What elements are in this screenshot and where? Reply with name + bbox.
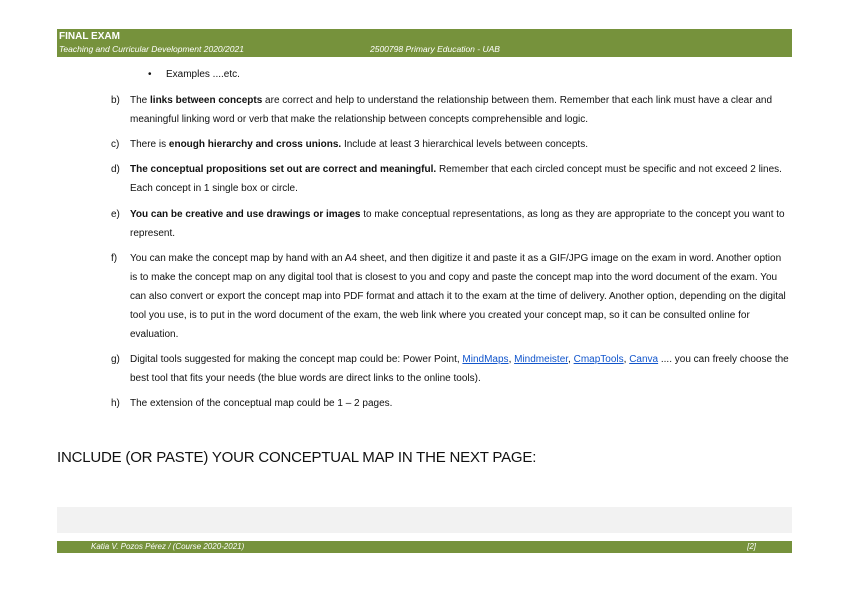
item-text: The extension of the conceptual map could be 1 – 2 pages. — [130, 398, 393, 409]
item-text — [130, 350, 790, 388]
item-text-pre: The — [130, 95, 151, 106]
item-text — [130, 91, 790, 129]
link-separator: , — [568, 354, 574, 365]
item-text-bold: links between concepts — [150, 95, 263, 106]
header-band — [57, 29, 792, 57]
item-label: b) — [111, 95, 120, 106]
item-text-post: to make conceptual representations, as long as they are appropriate to the concept you want to represent. — [130, 209, 785, 239]
item-text: You can make the concept map by hand with an A4 sheet, and then digitize it and paste it as a GIF/JPG image on the exam in word. Another option is to make the concept map on any digital tool that is closest to you and copy and paste the concept map into the word document of the exam. You can also convert or export the concept map into PDF format and attach it to the exam at the time of delivery. Another option, depending on the digital tool you use, is to put in the word document of the exam, the web link where you created your concept map, so it can be consulted online for evaluation. — [130, 253, 786, 340]
bullet-item — [148, 69, 240, 80]
link-mindmeister[interactable]: Mindmeister — [514, 354, 569, 365]
item-label: f) — [111, 253, 118, 264]
item-text-bold: enough hierarchy and cross unions. — [168, 139, 342, 150]
item-label: d) — [111, 164, 120, 175]
exam-title: FINAL EXAM — [59, 31, 120, 42]
item-text-post: Include at least 3 hierarchical levels between concepts. — [341, 139, 588, 150]
link-separator: , — [623, 354, 630, 365]
course-code: 2500798 Primary Education - UAB — [370, 44, 500, 54]
footer-band — [57, 541, 792, 553]
item-label: g) — [111, 354, 120, 365]
item-text — [130, 135, 790, 154]
item-label: c) — [111, 139, 120, 150]
item-text-post: Remember that each circled concept must be specific and not exceed 2 lines. Each concept in 1 single box or circle. — [130, 164, 782, 194]
course-name: Teaching and Curricular Development 2020/2021 — [59, 44, 244, 54]
item-text-post: .... you can freely choose the best tool that fits your needs (the blue words are direct links to the online tools). — [130, 354, 789, 384]
item-text — [130, 205, 790, 243]
paste-area — [57, 507, 792, 533]
bullet-icon: • — [148, 69, 152, 80]
item-text-pre: There is — [130, 139, 169, 150]
item-text-bold: You can be creative and use drawings or images — [130, 209, 361, 220]
item-label: h) — [111, 398, 120, 409]
footer-author: Katia V. Pozos Pérez / (Course 2020-2021) — [91, 542, 245, 551]
link-canva[interactable]: Canva — [629, 354, 659, 365]
item-text-post: are correct and help to understand the relationship between them. Remember that each link must have a clear and meaningful linking word or verb that make the relationship between concepts comprehensible and logic. — [130, 95, 773, 125]
item-label: e) — [111, 209, 120, 220]
item-text-bold: The conceptual propositions set out are correct and meaningful. — [130, 164, 437, 175]
section-heading: INCLUDE (OR PASTE) YOUR CONCEPTUAL MAP IN THE NEXT PAGE: — [57, 449, 537, 466]
item-text-pre: Digital tools suggested for making the concept map could be: Power Point, — [130, 354, 463, 365]
bullet-text: Examples ....etc. — [166, 69, 240, 80]
link-separator: , — [508, 354, 515, 365]
page-number: [2] — [747, 542, 756, 551]
link-mindmaps[interactable]: MindMaps — [462, 354, 509, 365]
link-cmaptools[interactable]: CmapTools — [573, 354, 624, 365]
item-text — [130, 160, 790, 198]
